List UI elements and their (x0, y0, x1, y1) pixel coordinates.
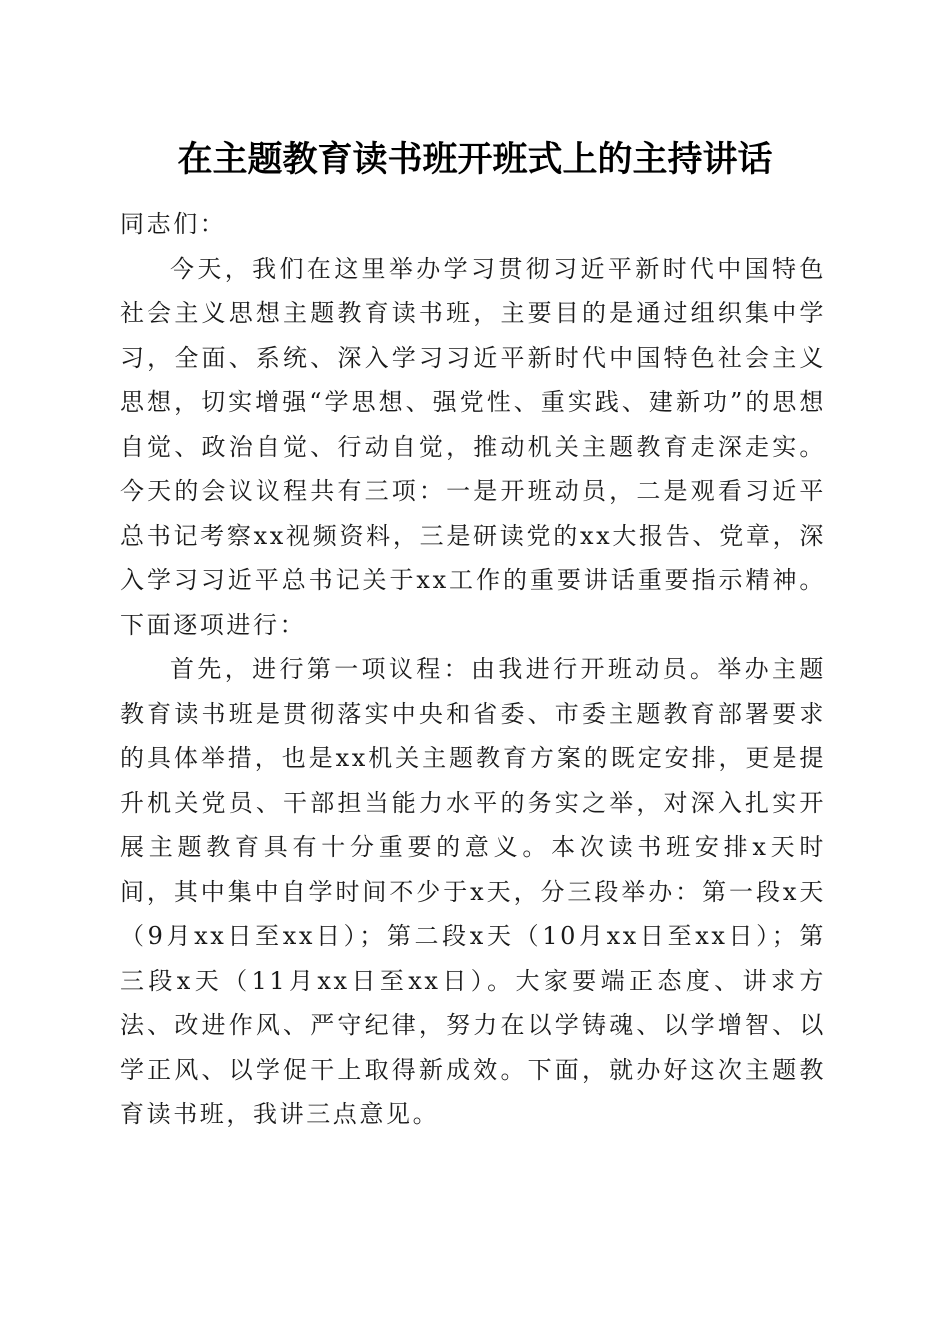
document-body (120, 202, 826, 1137)
paragraph-opening: 今天，我们在这里举办学习贯彻习近平新时代中国特色社会主义思想主题教育读书班，主要目的是通过组织集中学习，全面、系统、深入学习习近平新时代中国特色社会主义思想，切实增强“学思想、强党性、重实践、建新功”的思想自觉、政治自觉、行动自觉，推动机关主题教育走深走实。今天的会议议程共有三项：一是开班动员，二是观看习近平总书记考察xx视频资料，三是研读党的xx大报告、党章，深入学习习近平总书记关于xx工作的重要讲话重要指示精神。下面逐项进行： (120, 254, 826, 639)
salutation: 同志们： (120, 210, 227, 238)
paragraph-first-agenda: 首先，进行第一项议程：由我进行开班动员。举办主题教育读书班是贯彻落实中央和省委、市委主题教育部署要求的具体举措，也是xx机关主题教育方案的既定安排，更是提升机关党员、干部担当能力水平的务实之举，对深入扎实开展主题教育具有十分重要的意义。本次读书班安排x天时间，其中集中自学时间不少于x天，分三段举办：第一段x天（9月xx日至xx日）；第二段x天（10月xx日至xx日）；第三段x天（11月xx日至xx日）。大家要端正态度、讲求方法、改进作风、严守纪律，努力在以学铸魂、以学增智、以学正风、以学促干上取得新成效。下面，就办好这次主题教育读书班，我讲三点意见。 (120, 655, 826, 1128)
document-title: 在主题教育读书班开班式上的主持讲话 (177, 139, 773, 180)
